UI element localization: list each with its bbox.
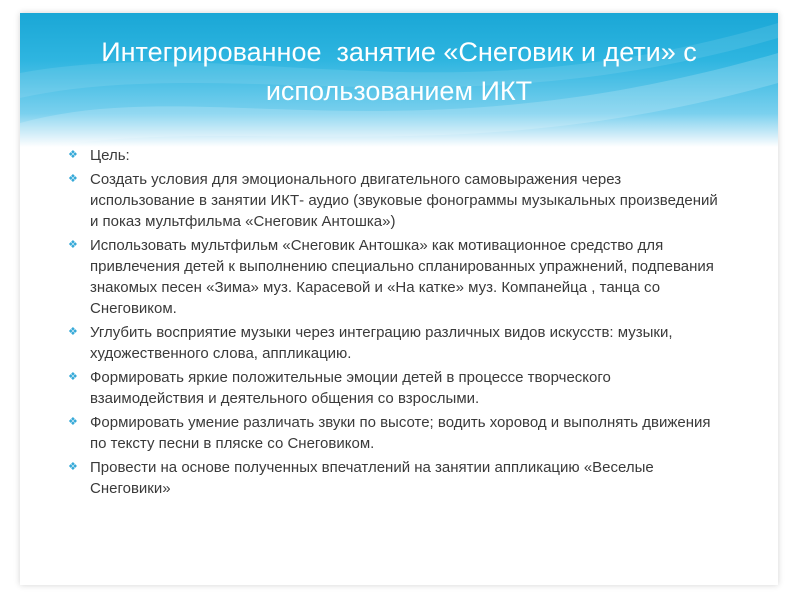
list-item: [68, 322, 728, 364]
list-item: [68, 457, 728, 499]
list-item-text: Провести на основе полученных впечатлений на занятии аппликацию «Веселые Снеговики»: [90, 459, 654, 497]
list-item-text: Цель:: [90, 147, 130, 164]
bullet-icon: ❖: [68, 461, 78, 473]
list-item-text: Формировать яркие положительные эмоции детей в процессе творческого взаимодействия и деятельного общения со взрослыми.: [90, 369, 611, 407]
list-item-text: Углубить восприятие музыки через интеграцию различных видов искусств: музыки, художественного слова, аппликацию.: [90, 324, 673, 362]
list-item-text: Использовать мультфильм «Снеговик Антошка» как мотивационное средство для привлечения детей к выполнению специально спланированных упражнений, подпевания знакомых песен «Зима» муз. Карасевой и «На катке» муз. Компанейца , танца со Снеговиком.: [90, 237, 714, 317]
slide-title: Интегрированное занятие «Снеговик и дети» с использованием ИКТ: [101, 37, 705, 107]
bullet-icon: ❖: [68, 239, 78, 251]
list-item: [68, 145, 728, 166]
list-item: [68, 235, 728, 319]
list-item: [68, 367, 728, 409]
list-item-text: Создать условия для эмоционального двигательного самовыражения через использование в занятии ИКТ- аудио (звуковые фонограммы музыкальных произведений и показ мультфильма «Снеговик Антошка»): [90, 171, 718, 230]
list-item: [68, 412, 728, 454]
bullet-icon: ❖: [68, 326, 78, 338]
bullet-icon: ❖: [68, 416, 78, 428]
list-item-text: Формировать умение различать звуки по высоте; водить хоровод и выполнять движения по тексту песни в пляске со Снеговиком.: [90, 414, 711, 452]
slide-panel: [20, 13, 778, 585]
bullet-icon: ❖: [68, 149, 78, 161]
bullet-list: [68, 145, 728, 502]
bullet-icon: ❖: [68, 173, 78, 185]
list-item: [68, 169, 728, 232]
bullet-icon: ❖: [68, 371, 78, 383]
